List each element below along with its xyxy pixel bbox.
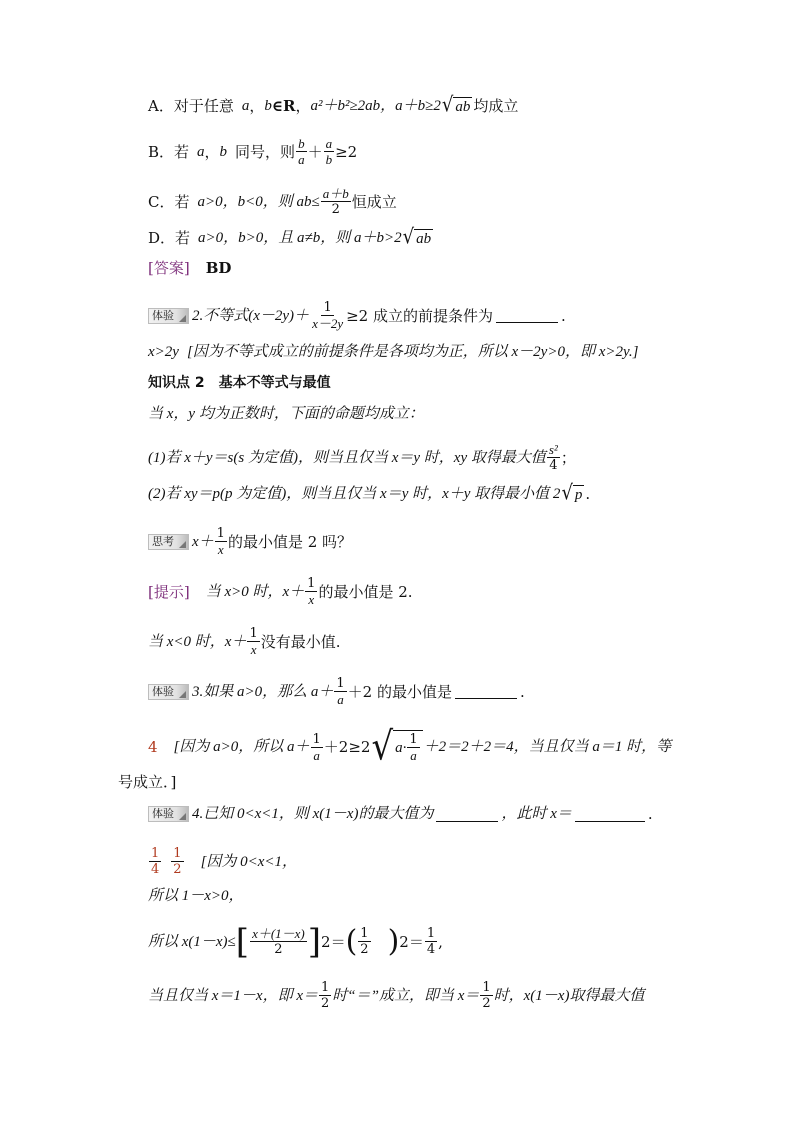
fraction (305, 576, 317, 607)
exercise-4-answer (148, 846, 297, 877)
answer-blank (455, 684, 517, 699)
set-r: ∈R (271, 97, 296, 115)
plus: ＋ (307, 142, 323, 161)
fraction (250, 926, 307, 957)
exercise-2-post: ≥2 成立的前提条件为 (346, 306, 493, 325)
semicolon: ； (560, 448, 576, 467)
step1-text: 所以 1－x>0， (148, 888, 244, 904)
numerator: 1 (336, 676, 345, 691)
sep: ， (204, 142, 220, 161)
period: . (519, 682, 525, 701)
option-a-expr: a²＋b²≥2ab，a＋b≥2 (310, 98, 441, 114)
left-bracket: [ (235, 921, 250, 962)
fraction (321, 186, 351, 217)
sqrt: √ a· $\frac{1}{a}$ (371, 730, 422, 764)
think-question (148, 526, 352, 557)
numerator: 1 (173, 846, 182, 861)
fraction (334, 676, 346, 707)
numerator: 1 (307, 576, 316, 591)
denominator: 4 (426, 942, 436, 957)
think-pre: x＋ (192, 533, 214, 550)
step2-sq1: 2＝ (321, 932, 346, 951)
option-c-tail: 恒成立 (351, 192, 397, 211)
exercise-4-mid: ，此时 x＝ (501, 806, 572, 822)
left-paren: ( (345, 923, 358, 959)
answer-blank (496, 308, 558, 323)
step3-pre: 当且仅当 x＝1－x，即 x＝ (148, 987, 318, 1004)
numerator: s² (548, 442, 558, 457)
hint-2 (148, 626, 341, 657)
var-b: b (264, 98, 272, 114)
period: . (561, 306, 566, 325)
fraction (296, 136, 307, 167)
denominator: b (325, 152, 333, 167)
option-a (148, 92, 519, 117)
option-c-label: C．若 (148, 192, 190, 211)
option-c (148, 186, 397, 217)
denominator: 2 (360, 942, 369, 957)
ex2-answer-value: x>2y (148, 344, 179, 360)
fraction (310, 300, 345, 331)
sqrt-arg: ab (455, 98, 471, 115)
denominator: x (250, 642, 257, 657)
denominator: 4 (151, 862, 160, 877)
option-c-cond: a>0，b<0，则 ab≤ (197, 193, 320, 210)
fraction (407, 732, 419, 763)
exercise-4-pre: 4.已知 0<x<1，则 x(1－x)的最大值为 (192, 806, 434, 822)
fraction (311, 732, 323, 763)
experience-tag: 体验 (148, 684, 189, 700)
hint1-pre: 当 x>0 时，x＋ (205, 583, 305, 600)
proposition-1 (148, 442, 576, 473)
numerator: 1 (151, 846, 160, 861)
answer-tag: [答案] (148, 259, 190, 277)
option-d-cond: a>0，b>0，且 a≠b，则 a＋b>2 (198, 230, 402, 246)
exercise-4 (148, 804, 653, 824)
denominator: a (410, 748, 417, 763)
numerator: 1 (482, 980, 491, 995)
option-b-label: B．若 (148, 142, 190, 161)
hint-1 (148, 576, 413, 607)
step3-mid: 时“＝”成立，即当 x＝ (332, 987, 480, 1004)
fraction (480, 980, 492, 1011)
fraction (319, 980, 331, 1011)
exercise-2 (148, 300, 566, 331)
ex3-cont: 号成立．] (118, 773, 177, 791)
answer-blank (436, 807, 498, 822)
fraction (171, 846, 183, 877)
exercise-3 (148, 676, 525, 707)
step-1 (148, 886, 244, 906)
fraction (215, 526, 227, 557)
option-d-label: D．若 (148, 229, 191, 247)
ex3-pre: [因为 a>0，所以 a＋ (173, 739, 310, 755)
sqrt-arg-pre: a· (395, 739, 407, 756)
step2-pre: 所以 x(1－x)≤ (148, 933, 236, 950)
step-3 (148, 980, 644, 1011)
fraction (324, 136, 335, 167)
right-paren: ) (387, 923, 400, 959)
denominator: x (217, 542, 224, 557)
exercise-3-pre: 3.如果 a>0，那么 a＋ (192, 683, 334, 700)
ex4-explanation: [因为 0<x<1， (200, 853, 298, 870)
section-title: 知识点 2 基本不等式与最值 (148, 375, 331, 391)
hint2-pre: 当 x<0 时，x＋ (148, 633, 247, 650)
proposition-2 (148, 480, 591, 505)
hint2-post: 没有最小值. (260, 632, 341, 651)
numerator: 1 (409, 732, 418, 747)
ex3-post: ＋2＝2＋2＝4，当且仅当 a＝1 时，等 (423, 739, 672, 755)
hint1-post: 的最小值是 2. (318, 582, 413, 601)
fraction (425, 926, 437, 957)
sqrt: √ p (561, 480, 583, 505)
experience-tag: 体验 (148, 308, 189, 324)
step3-post: 时，x(1－x)取得最大值 (493, 987, 645, 1004)
think-tag: 思考 (148, 534, 189, 550)
step2-sq2: 2＝ (399, 932, 424, 951)
step-2 (148, 921, 443, 962)
prop1-text: (1)若 x＋y＝s(s 为定值)，则当且仅当 x＝y 时，xy 取得最大值 (148, 449, 546, 466)
exercise-3-answer-cont (118, 772, 176, 792)
section-heading (148, 373, 331, 393)
numerator: 1 (249, 626, 258, 641)
answer-value: BD (205, 259, 232, 277)
denominator: 2 (482, 996, 491, 1011)
comma: , (438, 932, 443, 951)
fraction (358, 926, 370, 957)
think-post: 的最小值是 2 吗？ (227, 532, 353, 551)
option-a-label: A．对于任意 (148, 97, 234, 115)
option-b-mid: 同号，则 (235, 142, 296, 161)
numerator: 1 (323, 300, 332, 315)
period: . (647, 805, 653, 823)
answer-blank (575, 807, 645, 822)
var-a: a (197, 143, 205, 160)
option-b (148, 136, 357, 167)
period: . (585, 485, 591, 503)
answer-line (148, 258, 231, 278)
exercise-2-answer (148, 342, 638, 362)
ex3-mid: ＋2≥2 (323, 738, 371, 756)
denominator: 2 (320, 996, 330, 1011)
ex2-explanation: [因为不等式成立的前提条件是各项均为正，所以 x－2y>0，即 x>2y.] (186, 344, 639, 360)
exercise-3-post: ＋2 的最小值是 (347, 682, 452, 701)
numerator: b (298, 136, 305, 151)
sqrt-arg: p (574, 486, 583, 503)
denominator: a (298, 152, 305, 167)
numerator: 1 (426, 926, 436, 941)
numerator: 1 (360, 926, 369, 941)
sqrt: √ ab (441, 92, 471, 117)
option-b-tail: ≥2 (335, 142, 358, 161)
fraction (149, 846, 161, 877)
experience-tag: 体验 (148, 806, 189, 822)
prop2-text: (2)若 xy＝p(p 为定值)，则当且仅当 x＝y 时，x＋y 取得最小值 2 (148, 486, 561, 502)
sqrt-arg (393, 730, 423, 764)
denominator: 2 (331, 202, 340, 217)
fraction (547, 442, 560, 473)
var-a: a (241, 98, 250, 114)
denominator: 2 (274, 942, 283, 957)
intro-text: 当 x，y 均为正数时，下面的命题均成立： (148, 406, 424, 422)
denominator: a (337, 692, 344, 707)
right-bracket: ] (307, 921, 322, 962)
option-d (148, 224, 434, 249)
sep: ， (249, 97, 265, 115)
numerator: a (325, 136, 333, 151)
denominator: x－2y (312, 316, 344, 331)
fraction (247, 626, 259, 657)
numerator: 1 (312, 731, 321, 747)
numerator: x＋(1－x) (252, 926, 305, 941)
var-b: b (219, 143, 228, 160)
sqrt: √ ab (402, 224, 432, 249)
denominator: x (308, 592, 315, 607)
numerator: a＋b (322, 186, 349, 201)
denominator: a (313, 747, 320, 763)
exercise-2-pre: 2.不等式(x－2y)＋ (192, 307, 310, 324)
numerator: 1 (320, 980, 330, 995)
option-a-tail: 均成立 (473, 97, 519, 115)
numerator: 1 (216, 526, 225, 541)
hint-tag: [提示] (148, 582, 190, 601)
ex3-answer-value: 4 (148, 738, 158, 756)
intro-line (148, 404, 424, 424)
denominator: 4 (549, 458, 558, 473)
denominator: 2 (173, 862, 182, 877)
sep: ， (295, 97, 311, 115)
exercise-3-answer (148, 724, 672, 770)
sqrt-arg: ab (416, 230, 432, 247)
